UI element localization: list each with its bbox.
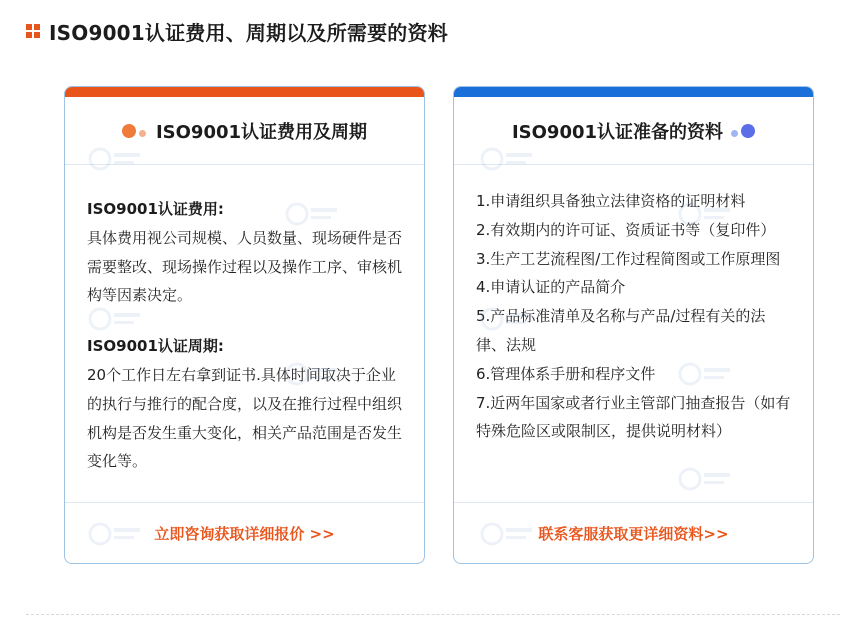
card-top-bar — [454, 87, 813, 97]
grid-squares-icon — [26, 24, 40, 38]
card-title: ISO9001认证费用及周期 — [155, 121, 368, 143]
list-item: 3.生产工艺流程图/工作过程简图或工作原理图 — [476, 249, 781, 268]
card-body — [65, 165, 424, 503]
list-item: 2.有效期内的许可证、资质证书等（复印件） — [476, 220, 776, 239]
materials-card — [453, 86, 814, 564]
fee-period-card — [64, 86, 425, 564]
card-footer — [65, 503, 424, 563]
list-item: 7.近两年国家或者行业主管部门抽查报告（如有特殊危险区或限制区，提供说明材料） — [476, 393, 791, 441]
card-top-bar — [65, 87, 424, 97]
card-footer — [454, 503, 813, 563]
card-header — [65, 97, 424, 165]
period-label: ISO9001认证周期: — [87, 337, 224, 356]
list-item: 6.管理体系手册和程序文件 — [476, 364, 656, 383]
divider — [26, 614, 840, 615]
contact-service-link[interactable]: 联系客服获取更详细资料>> — [538, 524, 729, 543]
fee-text: 具体费用视公司规模、人员数量、现场硬件是否需要整改、现场操作过程以及操作工序、审核机构等因素决定。 — [87, 228, 403, 305]
orange-dots-icon — [122, 124, 146, 138]
list-item: 4.申请认证的产品简介 — [476, 278, 626, 297]
list-item: 5.产品标准清单及名称与产品/过程有关的法律、法规 — [476, 307, 766, 354]
period-text: 20个工作日左右拿到证书.具体时间取决于企业的执行与推行的配合度，以及在推行过程中组织机构是否发生重大变化，相关产品范围是否发生变化等。 — [87, 365, 403, 471]
card-body — [454, 165, 813, 503]
card-title: ISO9001认证准备的资料 — [511, 121, 724, 143]
consult-quote-link[interactable]: 立即咨询获取详细报价 >> — [154, 524, 335, 543]
section-header — [26, 16, 448, 46]
blue-dots-icon — [731, 124, 755, 138]
fee-label: ISO9001认证费用: — [87, 200, 224, 218]
card-header — [454, 97, 813, 165]
section-title: ISO9001认证费用、周期以及所需要的资料 — [49, 20, 448, 45]
list-item: 1.申请组织具备独立法律资格的证明材料 — [476, 192, 746, 210]
